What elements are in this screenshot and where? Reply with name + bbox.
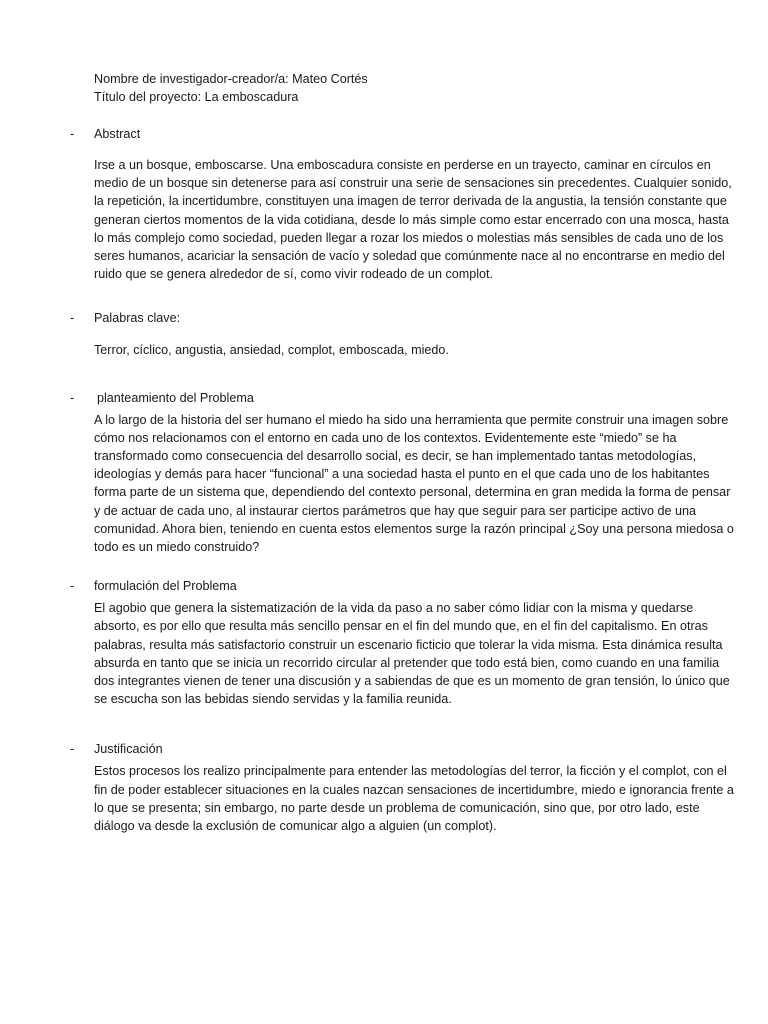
section-body: A lo largo de la historia del ser humano el miedo ha sido una herramienta que permite construir una imagen sobre cómo nos relacionamos con el entorno en cada uno de los contextos. Evidentemente este “miedo” se ha transformado como consecuencia del desarrollo social, es decir, se han implementado tantas metodologías, ideologías y demás para hacer “funcional” a una sociedad hasta el punto en el que cada uno de los habitantes forma parte de un sistema que, dependiendo del contexto personal, determina en gran medida la forma de pensar y de actuar de cada uno, al instaurar ciertos parámetros que hay que seguir para ser participe activo de una comunidad. Ahora bien, teniendo en cuenta estos elementos surge la razón principal ¿Soy una persona miedosa o todo es un miedo construido? [94, 412, 734, 555]
section-body: El agobio que genera la sistematización de la vida da paso a no saber cómo lidiar con la misma y quedarse absorto, es por ello que resulta más sencillo pensar en el fin del mundo que, en el fin del capitalismo. En otras palabras, resulta más satisfactorio construir un escenario ficticio que tolerar la vida misma. Esta dinámica resulta absurda en tanto que se inicia un recorrido circular al pretender que todo está bien, como cuando en una familia dos integrantes vienen de tener una discusión y a sabiendas de que es un momento de gran tensión, lo único que se escucha son las bebidas siendo servidas y la familia reunida. [94, 601, 730, 707]
section-problem-statement [0, 389, 768, 557]
document-header [94, 70, 734, 106]
section-heading: Palabras clave: [94, 311, 181, 326]
section-body: Terror, cíclico, angustia, ansiedad, complot, emboscada, miedo. [94, 343, 449, 358]
section-abstract [0, 125, 768, 283]
bullet-dash: - [70, 390, 75, 405]
section-heading: planteamiento del Problema [97, 390, 254, 405]
section-heading: formulación del Problema [94, 579, 237, 594]
bullet-dash: - [70, 579, 75, 594]
section-body: Estos procesos los realizo principalmente para entender las metodologías del terror, la ficción y el complot, con el fin de poder establecer situaciones en la cuales nazcan sensaciones de incertidumbre, miedo e ignorancia frente a lo que se presenta; sin embargo, no parte desde un problema de comunicación, sino que, por otro lado, este diálogo va desde la exclusión de comunicar algo a alguien (un complot). [94, 764, 734, 834]
project-title: Título del proyecto: La emboscadura [94, 90, 299, 104]
investigator-name: Nombre de investigador-creador/a: Mateo Cortés [94, 72, 368, 86]
bullet-dash: - [70, 127, 75, 141]
bullet-dash: - [70, 311, 75, 326]
section-justification [0, 740, 768, 835]
section-body: Irse a un bosque, emboscarse. Una emboscadura consiste en perderse en un trayecto, caminar en círculos en medio de un bosque sin detenerse para así construir una serie de sensaciones sin precedentes. Cualquier sonido, la repetición, la incertidumbre, constituyen una imagen de terror derivada de la angustia, la tensión constante que generan ciertos momentos de la vida cotidiana, desde lo más simple como estar encerrado con una mosca, hasta lo más complejo como sociedad, pueden llegar a rozar los miedos o molestias más sensibles de cada uno de los seres humanos, acariciar la sensación de vacío y soledad que comúnmente nace al no encontrarse en medio del ruido que se genera alrededor de sí, como vivir rodeado de un complot. [94, 158, 732, 282]
section-problem-formulation [0, 577, 768, 708]
section-heading: Justificación [94, 742, 163, 757]
section-heading: Abstract [94, 127, 141, 141]
bullet-dash: - [70, 742, 75, 757]
section-keywords [0, 309, 768, 359]
